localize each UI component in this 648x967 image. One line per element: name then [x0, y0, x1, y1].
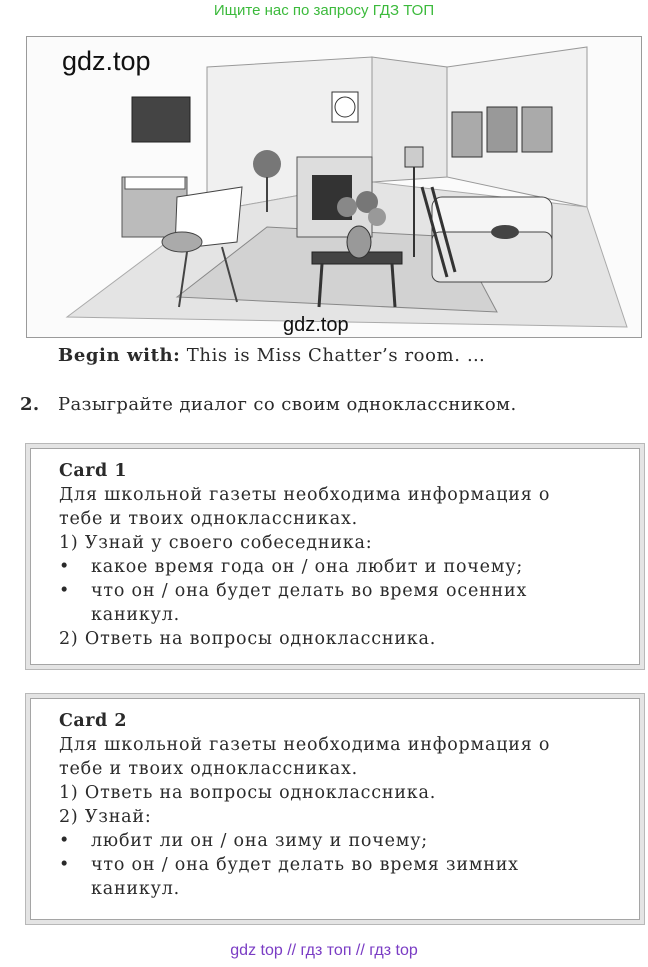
card-numbered-item: 2) Узнай:: [59, 807, 152, 827]
card-title: Card 2: [59, 711, 127, 731]
card-numbered-item: 2) Ответь на вопросы одноклассника.: [59, 629, 437, 649]
watermark: gdz.top: [283, 314, 349, 336]
task-2: [20, 394, 517, 415]
card-2: [30, 698, 640, 920]
watermark: gdz.top: [62, 46, 151, 76]
bullet-text: что он / она будет делать во время осенних: [91, 581, 528, 601]
top-banner[interactable]: Ищите нас по запросу ГДЗ ТОП: [213, 2, 435, 19]
card-numbered-item: 1) Ответь на вопросы одноклассника.: [59, 783, 437, 803]
card-bullet-item: [59, 579, 631, 603]
bullet-text: любит ли он / она зиму и почему;: [91, 831, 428, 851]
card-bullet-item: [59, 853, 631, 877]
bullet-text: что он / она будет делать во время зимних: [91, 855, 519, 875]
bullet-continuation: каникул.: [91, 605, 181, 625]
begin-with-line: [58, 345, 485, 366]
task-text: Разыграйте диалог со своим одноклассником.: [58, 394, 517, 415]
bottom-banner[interactable]: gdz top // гдз топ // гдз top: [230, 942, 418, 959]
bullet-icon: •: [59, 581, 71, 601]
card-numbered-item: 1) Узнай у своего собеседника:: [59, 533, 373, 553]
bullet-icon: •: [59, 557, 71, 577]
card-bullet-item: [59, 829, 631, 853]
card-bullet-item: [59, 555, 631, 579]
room-drawing: [27, 37, 641, 337]
bullet-text: какое время года он / она любит и почему;: [91, 557, 524, 577]
bullet-continuation: каникул.: [91, 879, 181, 899]
card-title: Card 1: [59, 461, 127, 481]
task-number: 2.: [20, 394, 40, 415]
card-text-line: Для школьной газеты необходима информация о: [59, 485, 551, 505]
begin-with-text: This is Miss Chatter’s room. …: [186, 345, 486, 366]
living-room-illustration: [26, 36, 642, 338]
card-text-line: тебе и твоих одноклассниках.: [59, 509, 359, 529]
bullet-icon: •: [59, 831, 71, 851]
card-1: [30, 448, 640, 665]
bullet-icon: •: [59, 855, 71, 875]
card-text-line: тебе и твоих одноклассниках.: [59, 759, 359, 779]
card-text-line: Для школьной газеты необходима информация о: [59, 735, 551, 755]
begin-with-label: Begin with:: [58, 345, 181, 366]
